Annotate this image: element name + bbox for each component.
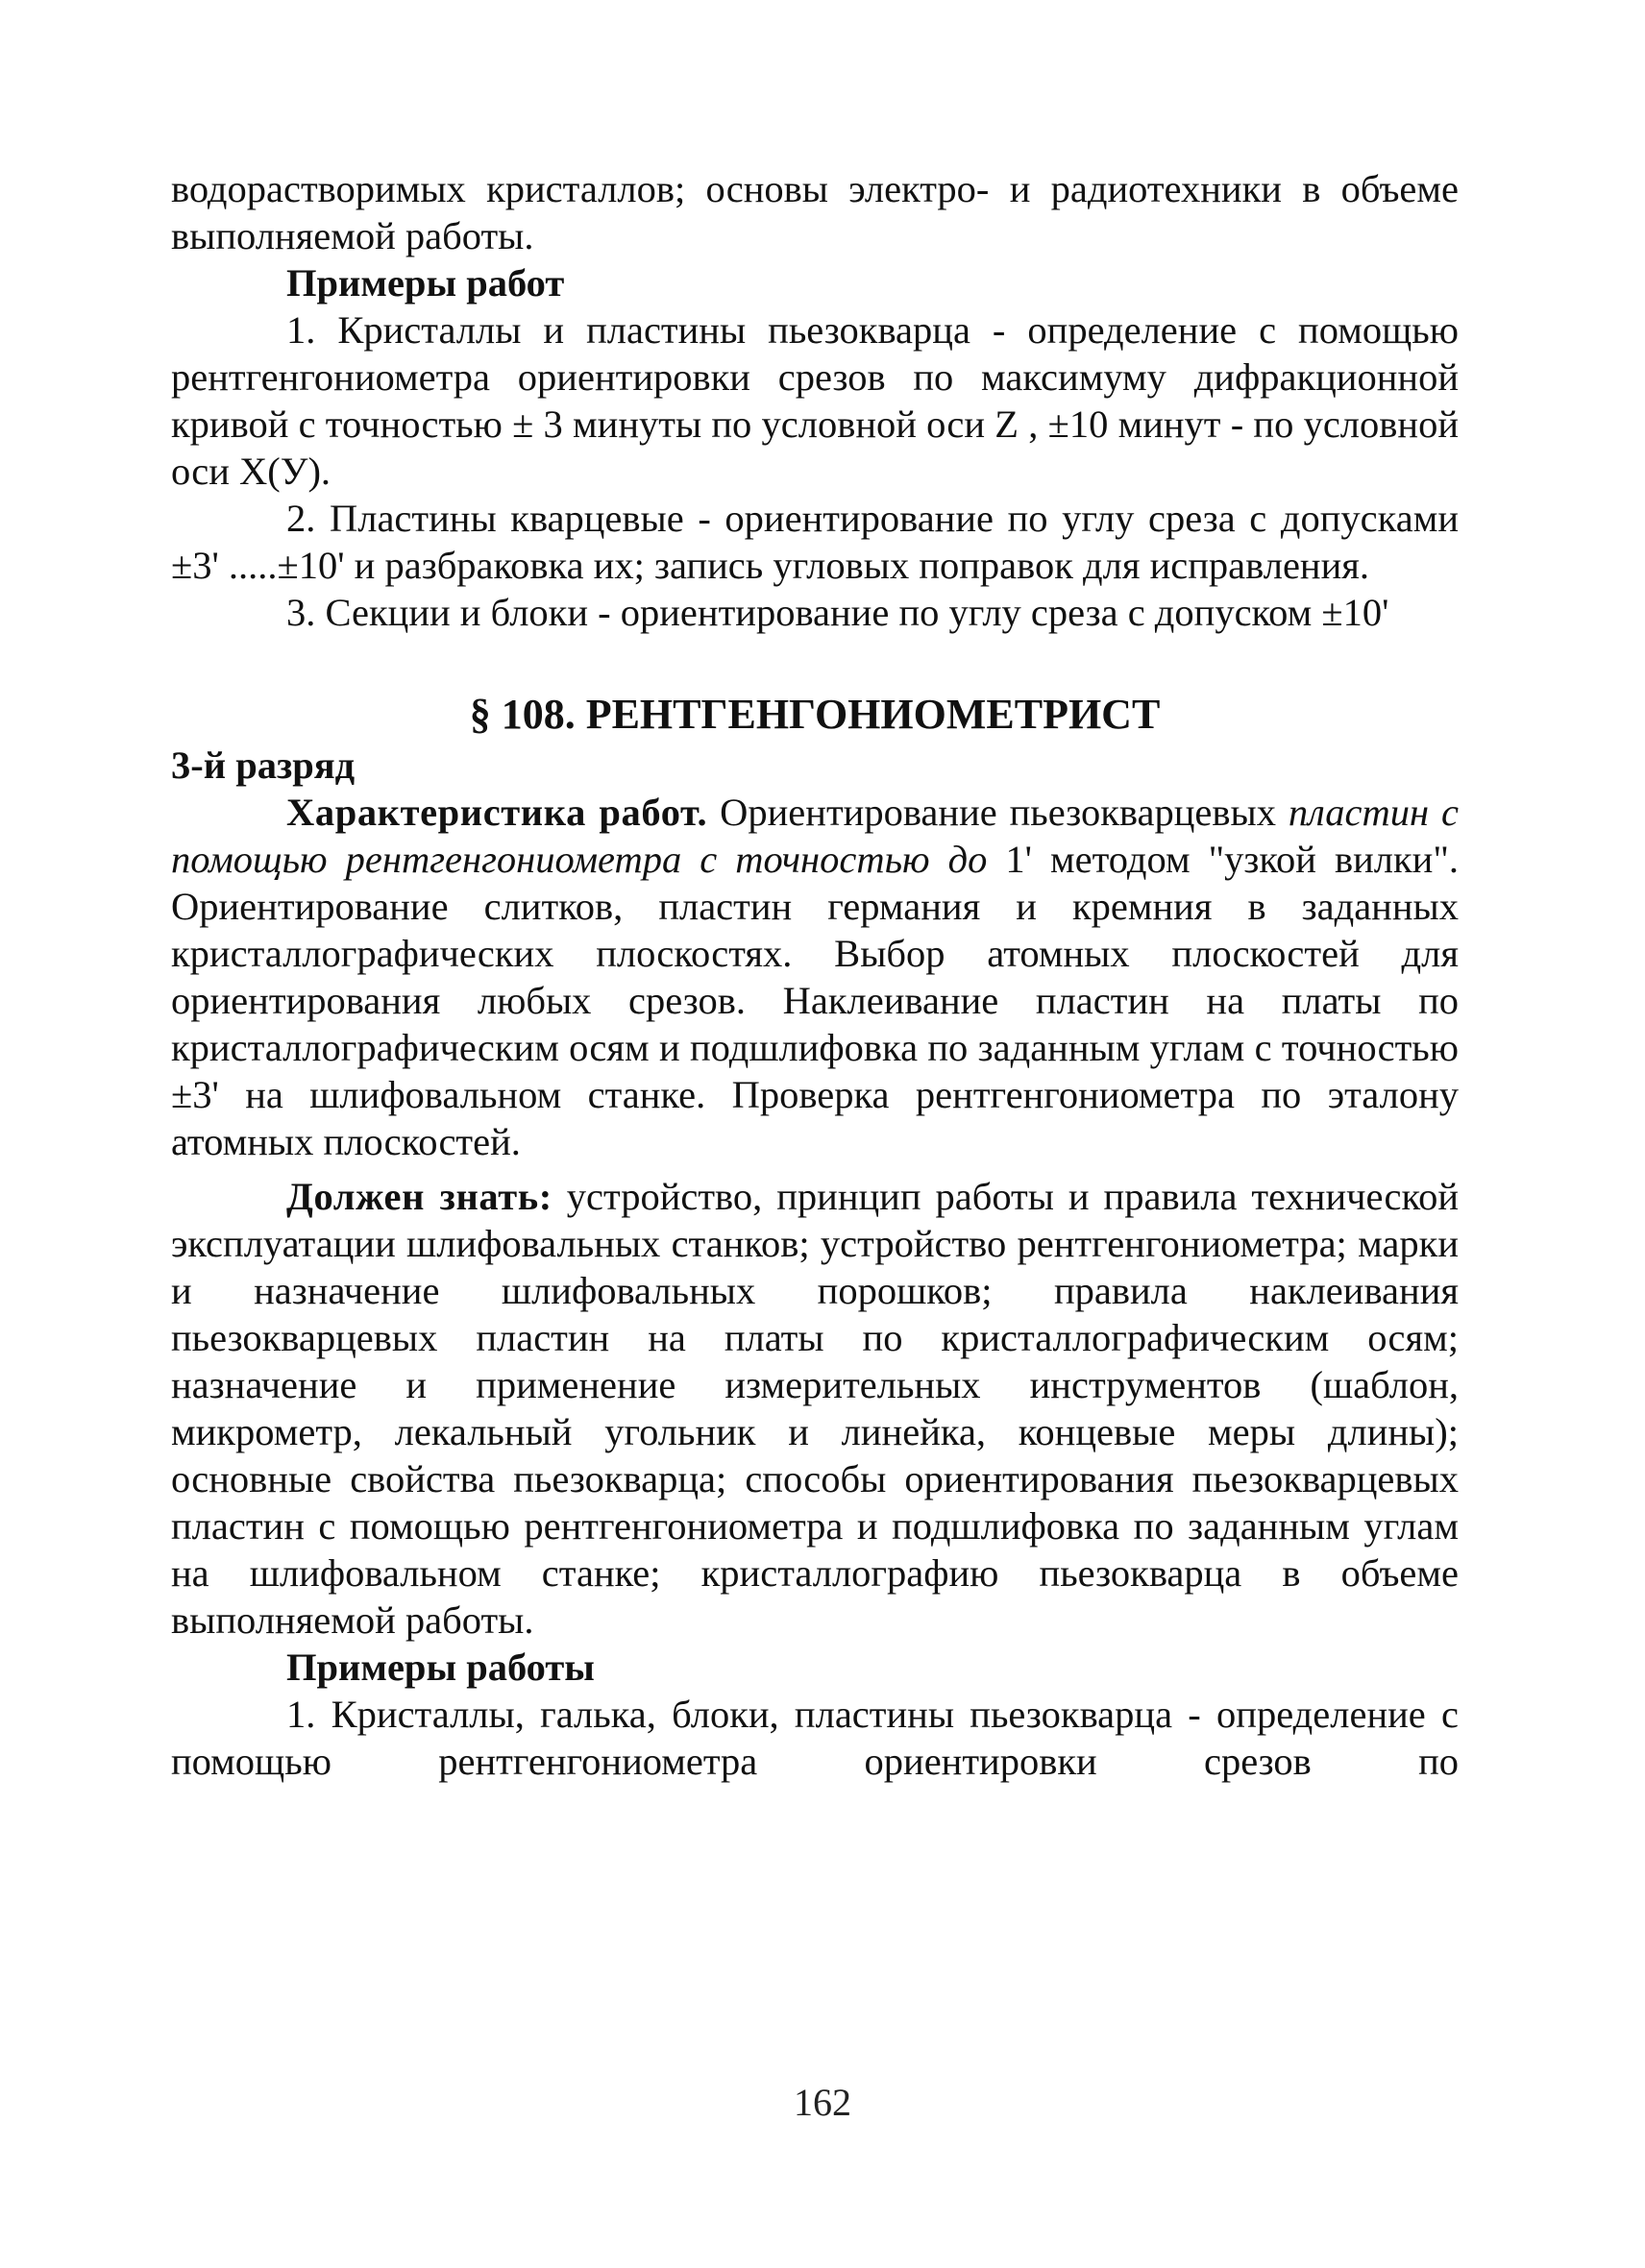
characteristic-paragraph [171,789,1459,1165]
example-item: 3. Секции и блоки - ориентирование по углу среза с допуском ±10' [286,591,1389,634]
section-title: § 108. РЕНТГЕНГОНИОМЕТРИСТ [469,691,1161,738]
example-item: 2. Пластины кварцевые - ориентирование по углу среза с допусками ±3' .....±10' и разбраковка их; запись угловых поправок для исправления. [171,497,1459,587]
grade-label: 3-й разряд [171,744,356,787]
intro-paragraph: водорастворимых кристаллов; основы электро- и радиотехники в объеме выполняемой работы. [171,167,1459,257]
examples-heading: Примеры работы [286,1646,595,1689]
characteristic-text-continued: 1' методом "узкой вилки". Ориентирование слитков, пластин германия и кремния в заданных кристаллографических плоскостях. Выбор атомных плоскостей для ориентирования любых срезов. Наклеивание пластин на платы по кристаллографическим осям и подшлифовка по заданным углам с точностью ±3' на шлифовальном станке. Проверка рентгенгониометра по эталону атомных плоскостей. [171,838,1460,1163]
characteristic-text: Ориентирование пьезокварцевых [707,791,1289,834]
document-page [171,165,1459,1785]
must-know-paragraph [171,1173,1459,1644]
characteristic-italic-text: пластин с помощью рентгенгониометра с точностью до [171,791,1459,881]
characteristic-label: Характеристика работ. [286,791,708,834]
example-item: 1. Кристаллы и пластины пьезокварца - определение с помощью рентгенгониометра ориентировки срезов по максимуму дифракционной кривой с точностью ± 3 минуты по условной оси Z , ±10 минут - по условной оси X(У). [171,308,1459,493]
must-know-label: Должен знать: [286,1175,552,1218]
page-number: 162 [794,2081,851,2124]
must-know-text: устройство, принцип работы и правила технической эксплуатации шлифовальных станков; устройство рентгенгониометра; марки и назначение шлифовальных порошков; правила наклеивания пьезокварцевых пластин на платы по кристаллографическим осям; назначение и применение измерительных инструментов (шаблон, микрометр, лекальный угольник и линейка, концевые меры длины); основные свойства пьезокварца; способы ориентирования пьезокварцевых пластин с помощью рентгенгониометра и подшлифовка по заданным углам на шлифовальном станке; кристаллографию пьезокварца в объеме выполняемой работы. [171,1175,1459,1642]
examples-heading: Примеры работ [286,261,565,305]
example-item: 1. Кристаллы, галька, блоки, пластины пьезокварца - определение с помощью рентгенгониометра ориентировки срезов по [171,1693,1459,1783]
